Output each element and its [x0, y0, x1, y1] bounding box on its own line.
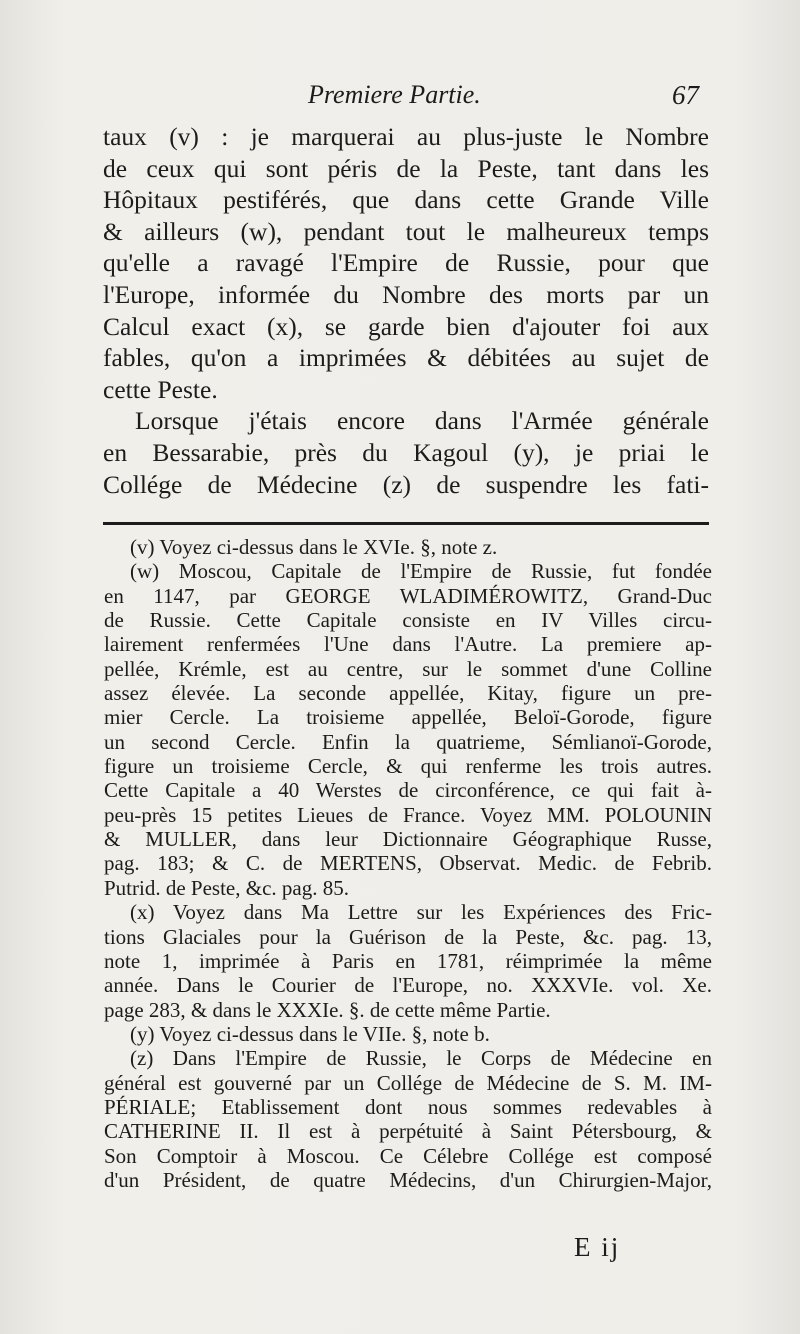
- footnote-line: (w) Moscou, Capitale de l'Empire de Russie, fut fondée: [130, 559, 712, 584]
- footnote-line: peu-près 15 petites Lieues de France. Voyez MM. POLOUNIN: [104, 802, 712, 827]
- footnote-line: & MULLER, dans leur Dictionnaire Géographique Russe,: [104, 827, 712, 852]
- footnote-line: de Russie. Cette Capitale consiste en IV Villes circu-: [104, 608, 712, 633]
- footnote-line: (x) Voyez dans Ma Lettre sur les Expériences des Fric-: [130, 900, 712, 925]
- footnote-line: PÉRIALE; Etablissement dont nous sommes redevables à: [104, 1094, 712, 1119]
- footnote-line: un second Cercle. Enfin la quatrieme, Sémlianoï-Gorode,: [104, 729, 712, 754]
- main-line: Lorsque j'étais encore dans l'Armée générale: [135, 406, 709, 436]
- signature-mark: E ij: [574, 1232, 621, 1262]
- main-line: Collége de Médecine (z) de suspendre les fati-: [103, 469, 709, 499]
- footnote-line: (v) Voyez ci-dessus dans le XVIe. §, note z.: [130, 535, 498, 559]
- footnote-line: tions Glaciales pour la Guérison de la Peste, &c. pag. 13,: [104, 924, 712, 949]
- footnote-line: figure un troisieme Cercle, & qui renferme les trois autres.: [104, 754, 712, 779]
- footnote-line: pellée, Krémle, est au centre, sur le sommet d'une Colline: [104, 656, 712, 681]
- main-line: fables, qu'on a imprimées & débitées au sujet de: [103, 343, 709, 373]
- footnote-line: CATHERINE II. Il est à perpétuité à Saint Pétersbourg, &: [104, 1119, 712, 1144]
- footnote-line: en 1147, par GEORGE WLADIMÉROWITZ, Grand-Duc: [104, 583, 712, 608]
- footnote-line: d'un Président, de quatre Médecins, d'un Chirurgien-Major,: [104, 1167, 712, 1192]
- footnote-line: note 1, imprimée à Paris en 1781, réimprimée la même: [104, 948, 712, 973]
- page-header: [0, 80, 800, 120]
- footnotes: [104, 535, 712, 1192]
- main-line: Hôpitaux pestiférés, que dans cette Grande Ville: [103, 185, 709, 215]
- footnote-line: assez élevée. La seconde appellée, Kitay, figure un pre-: [104, 681, 712, 706]
- footnote-line: Cette Capitale a 40 Werstes de circonférence, ce qui fait à-: [104, 778, 712, 803]
- footnote-line: mier Cercle. La troisieme appellée, Beloï-Gorode, figure: [104, 705, 712, 730]
- footnote-line: lairement renfermées l'Une dans l'Autre. La premiere ap-: [104, 632, 712, 657]
- footnote-rule: [103, 522, 709, 525]
- main-line: & ailleurs (w), pendant tout le malheureux temps: [103, 216, 709, 246]
- main-text: [103, 121, 709, 500]
- footnote-line: Son Comptoir à Moscou. Ce Célebre Collége est composé: [104, 1143, 712, 1168]
- footnote-line: (z) Dans l'Empire de Russie, le Corps de Médecine en: [130, 1046, 712, 1071]
- footnote-line: général est gouverné par un Collége de Médecine de S. M. IM-: [104, 1070, 712, 1095]
- footnote-line: Putrid. de Peste, &c. pag. 85.: [104, 875, 349, 900]
- footnote-line: année. Dans le Courier de l'Europe, no. XXXVIe. vol. Xe.: [104, 973, 712, 998]
- footnote-line: page 283, & dans le XXXIe. §. de cette même Partie.: [104, 997, 551, 1022]
- main-line: qu'elle a ravagé l'Empire de Russie, pour que: [103, 248, 709, 278]
- running-title: Premiere Partie.: [308, 80, 481, 109]
- main-line: de ceux qui sont péris de la Peste, tant dans les: [103, 153, 709, 183]
- page-number: 67: [672, 80, 699, 110]
- main-line: taux (v) : je marquerai au plus-juste le Nombre: [103, 122, 709, 151]
- footnote-line: (y) Voyez ci-dessus dans le VIIe. §, note b.: [130, 1021, 490, 1046]
- main-line: en Bessarabie, près du Kagoul (y), je priai le: [103, 437, 709, 467]
- footnote-line: pag. 183; & C. de MERTENS, Observat. Medic. de Febrib.: [104, 851, 712, 876]
- main-line: l'Europe, informée du Nombre des morts par un: [103, 279, 709, 309]
- main-line: cette Peste.: [103, 374, 218, 404]
- main-line: Calcul exact (x), se garde bien d'ajouter foi aux: [103, 311, 709, 341]
